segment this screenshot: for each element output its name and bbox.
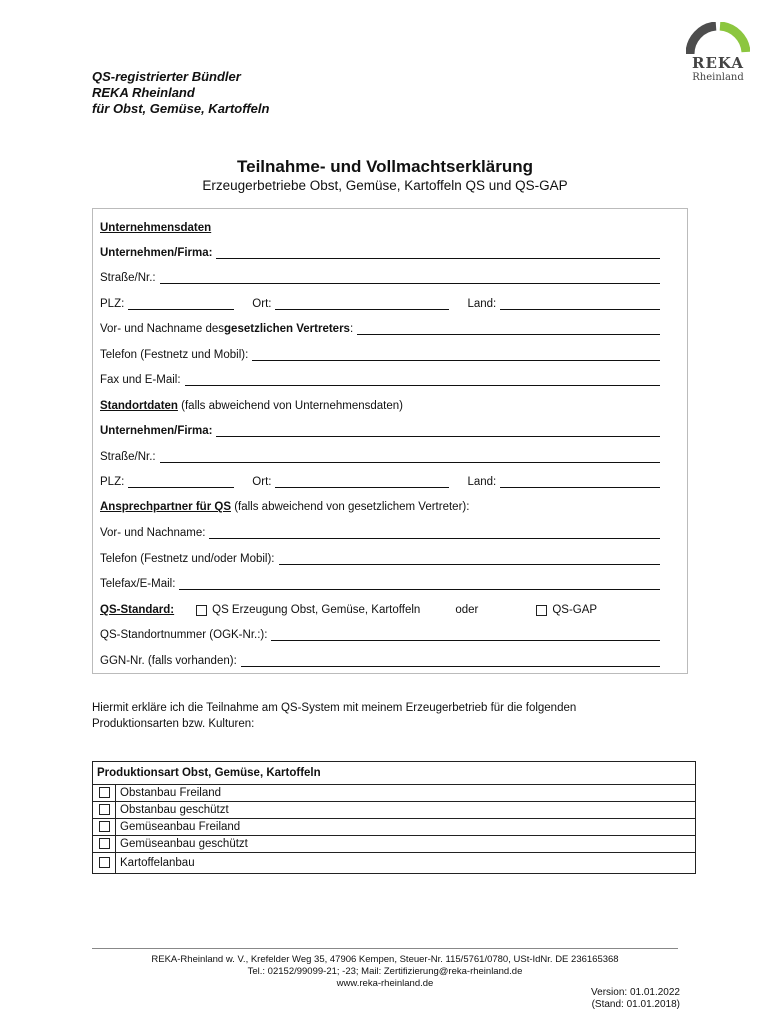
production-table-header bbox=[93, 762, 696, 785]
issuer-block bbox=[92, 69, 269, 117]
production-row-label: Gemüseanbau geschützt bbox=[116, 836, 696, 853]
contact-fax-field[interactable] bbox=[179, 577, 660, 590]
site-company-row bbox=[100, 421, 660, 437]
section-site-note: (falls abweichend von Unternehmensdaten) bbox=[177, 400, 403, 412]
contact-phone-field[interactable] bbox=[279, 552, 660, 565]
site-street-label: Straße/Nr.: bbox=[100, 451, 156, 463]
issuer-line-1: QS-registrierter Bündler bbox=[92, 69, 241, 84]
site-plz-ort-land-row bbox=[100, 472, 660, 488]
section-contact-heading bbox=[100, 497, 660, 513]
company-row bbox=[100, 243, 660, 259]
site-plz-field[interactable] bbox=[128, 475, 234, 488]
contact-name-label: Vor- und Nachname: bbox=[100, 527, 206, 539]
production-row-label: Gemüseanbau Freiland bbox=[116, 819, 696, 836]
fax-field[interactable] bbox=[185, 373, 660, 386]
footer-website: www.reka-rheinland.de bbox=[336, 978, 434, 989]
company-label: Unternehmen/Firma: bbox=[100, 247, 213, 259]
production-row-label: Obstanbau geschützt bbox=[116, 802, 696, 819]
fax-row bbox=[100, 370, 660, 386]
section-site-heading bbox=[100, 396, 660, 412]
table-row bbox=[93, 836, 696, 853]
qs-option2-label: QS-GAP bbox=[552, 604, 598, 616]
footer-contact: Tel.: 02152/99099-21; -23; Mail: Zertifizierung@reka-rheinland.de bbox=[247, 966, 523, 977]
site-ort-field[interactable] bbox=[275, 475, 449, 488]
qs-standard-label: QS-Standard: bbox=[100, 604, 175, 616]
production-checkbox-2[interactable] bbox=[99, 804, 110, 815]
section-company-label: Unternehmensdaten bbox=[100, 222, 212, 234]
plz-field[interactable] bbox=[128, 297, 234, 310]
plz-label: PLZ: bbox=[100, 298, 125, 310]
plz-ort-land-row bbox=[100, 294, 660, 310]
document-title: Teilnahme- und Vollmachtserklärung bbox=[237, 157, 533, 176]
street-label: Straße/Nr.: bbox=[100, 272, 156, 284]
logo-arc-icon bbox=[686, 22, 750, 56]
qs-standard-row bbox=[100, 600, 660, 616]
logo-word: REKA bbox=[692, 54, 744, 72]
reka-logo bbox=[686, 22, 750, 86]
contact-phone-label: Telefon (Festnetz und/oder Mobil): bbox=[100, 553, 275, 565]
section-company-heading bbox=[100, 218, 660, 234]
declaration-line-1: Hiermit erkläre ich die Teilnahme am QS-System mit meinem Erzeugerbetrieb für die folgenden bbox=[92, 702, 577, 714]
qs-option2-checkbox[interactable] bbox=[536, 605, 547, 616]
production-table bbox=[92, 761, 696, 874]
production-checkbox-5[interactable] bbox=[99, 857, 110, 868]
representative-field[interactable] bbox=[357, 322, 660, 335]
site-street-row bbox=[100, 447, 660, 463]
production-checkbox-4[interactable] bbox=[99, 838, 110, 849]
ggn-label: GGN-Nr. (falls vorhanden): bbox=[100, 655, 237, 667]
fax-label: Fax und E-Mail: bbox=[100, 374, 181, 386]
contact-name-field[interactable] bbox=[209, 526, 660, 539]
representative-label-prefix: Vor- und Nachname des bbox=[100, 323, 225, 335]
production-table-header-cell: Produktionsart Obst, Gemüse, Kartoffeln bbox=[93, 762, 696, 785]
section-site-label: Standortdaten bbox=[100, 400, 178, 412]
site-company-label: Unternehmen/Firma: bbox=[100, 425, 213, 437]
logo-subword: Rheinland bbox=[692, 72, 744, 83]
phone-label: Telefon (Festnetz und Mobil): bbox=[100, 349, 249, 361]
ort-label: Ort: bbox=[252, 298, 272, 310]
land-field[interactable] bbox=[500, 297, 660, 310]
section-contact-note: (falls abweichend von gesetzlichem Vertreter): bbox=[231, 501, 470, 513]
version-block bbox=[560, 987, 680, 1011]
phone-field[interactable] bbox=[252, 348, 660, 361]
ort-field[interactable] bbox=[275, 297, 449, 310]
production-row-label: Obstanbau Freiland bbox=[116, 785, 696, 802]
street-field[interactable] bbox=[160, 271, 660, 284]
ogk-field[interactable] bbox=[271, 628, 660, 641]
site-ort-label: Ort: bbox=[252, 476, 272, 488]
contact-phone-row bbox=[100, 549, 660, 565]
site-company-field[interactable] bbox=[216, 424, 660, 437]
declaration-paragraph bbox=[92, 700, 672, 732]
contact-fax-row bbox=[100, 574, 660, 590]
table-row bbox=[93, 802, 696, 819]
qs-option1-label: QS Erzeugung Obst, Gemüse, Kartoffeln bbox=[212, 604, 421, 616]
qs-or-label: oder bbox=[455, 604, 479, 616]
site-land-field[interactable] bbox=[500, 475, 660, 488]
land-label: Land: bbox=[467, 298, 497, 310]
contact-fax-label: Telefax/E-Mail: bbox=[100, 578, 176, 590]
declaration-line-2: Produktionsarten bzw. Kulturen: bbox=[92, 718, 255, 730]
footer-divider bbox=[92, 948, 678, 949]
issuer-line-2: REKA Rheinland bbox=[92, 85, 195, 100]
ggn-field[interactable] bbox=[241, 654, 660, 667]
issuer-line-3: für Obst, Gemüse, Kartoffeln bbox=[92, 101, 270, 116]
site-street-field[interactable] bbox=[160, 450, 660, 463]
representative-label-bold: gesetzlichen Vertreters bbox=[224, 323, 350, 335]
production-row-label: Kartoffelanbau bbox=[116, 853, 696, 874]
document-subtitle: Erzeugerbetriebe Obst, Gemüse, Kartoffeln QS und QS-GAP bbox=[202, 178, 568, 193]
stand-label: (Stand: 01.01.2018) bbox=[591, 999, 680, 1010]
table-row bbox=[93, 785, 696, 802]
site-land-label: Land: bbox=[467, 476, 497, 488]
ggn-row bbox=[100, 651, 660, 667]
street-row bbox=[100, 268, 660, 284]
section-contact-label: Ansprechpartner für QS bbox=[100, 501, 231, 513]
table-row bbox=[93, 819, 696, 836]
company-field[interactable] bbox=[216, 246, 660, 259]
footer-address: REKA-Rheinland w. V., Krefelder Weg 35, 47906 Kempen, Steuer-Nr. 115/5761/0780, USt-IdNr. DE 236165368 bbox=[151, 954, 619, 965]
qs-option1-checkbox[interactable] bbox=[196, 605, 207, 616]
site-plz-label: PLZ: bbox=[100, 476, 125, 488]
ogk-label: QS-Standortnummer (OGK-Nr.:): bbox=[100, 629, 268, 641]
phone-row bbox=[100, 345, 660, 361]
ogk-row bbox=[100, 625, 660, 641]
contact-name-row bbox=[100, 523, 660, 539]
production-checkbox-3[interactable] bbox=[99, 821, 110, 832]
representative-row bbox=[100, 319, 660, 335]
table-row bbox=[93, 853, 696, 874]
production-checkbox-1[interactable] bbox=[99, 787, 110, 798]
version-label: Version: 01.01.2022 bbox=[591, 987, 680, 998]
representative-label-suffix: : bbox=[349, 323, 354, 335]
